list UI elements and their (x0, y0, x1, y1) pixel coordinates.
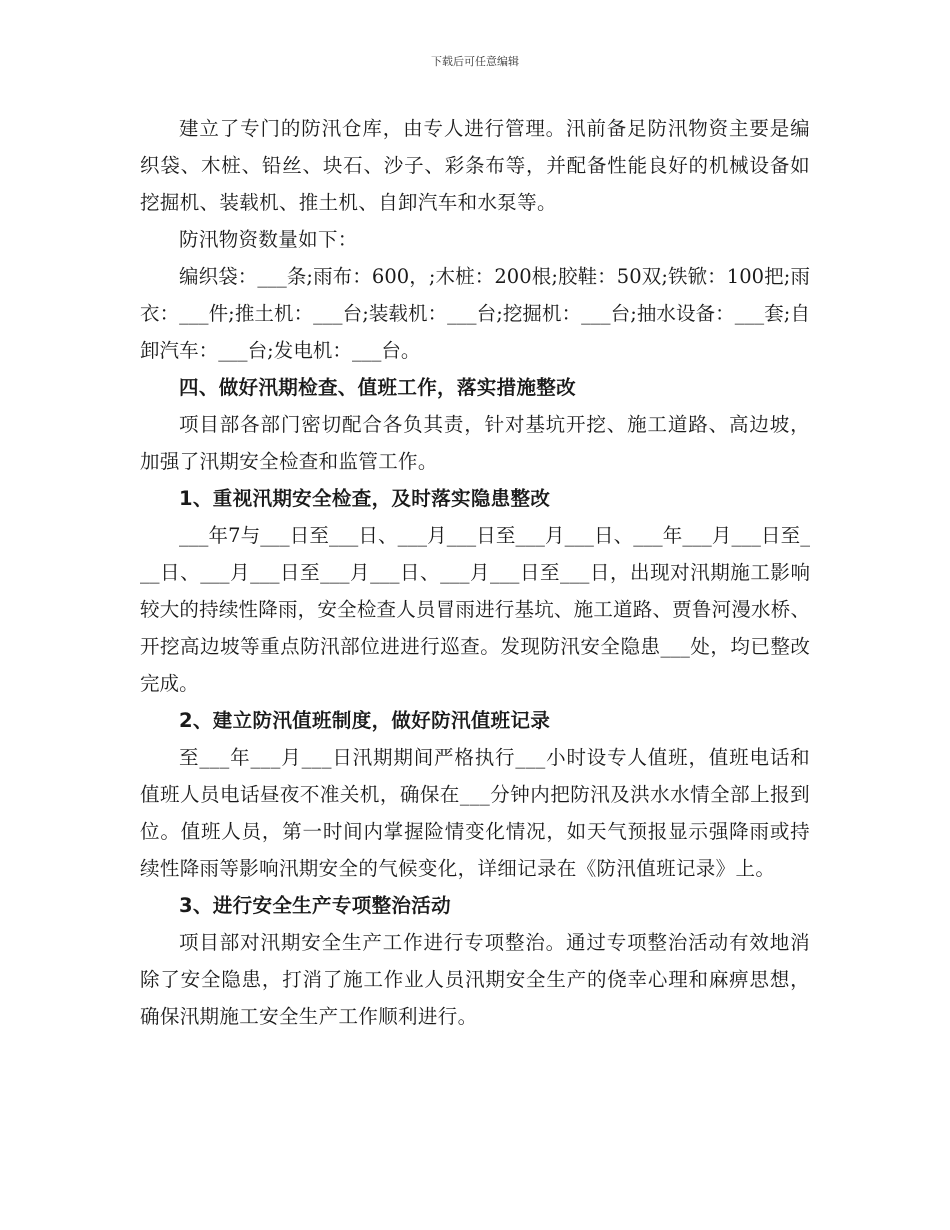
paragraph-rectification: 项目部对汛期安全生产工作进行专项整治。通过专项整治活动有效地消除了安全隐患，打消了施工作业人员汛期安全生产的侥幸心理和麻痹思想，确保汛期施工安全生产工作顺利进行。 (140, 931, 810, 1028)
paragraph-coordination: 项目部各部门密切配合各负其责，针对基坑开挖、施工道路、高边坡，加强了汛期安全检查和监管工作。 (140, 413, 810, 473)
paragraph-warehouse: 建立了专门的防汛仓库，由专人进行管理。汛前备足防汛物资主要是编织袋、木桩、铅丝、块石、沙子、彩条布等，并配备性能良好的机械设备如挖掘机、装载机、推土机、自卸汽车和水泵等。 (140, 117, 810, 214)
paragraph-duty: 至___年___月___日汛期期间严格执行___小时设专人值班，值班电话和值班人员电话昼夜不准关机，确保在___分钟内把防汛及洪水水情全部上报到位。值班人员，第一时间内掌握险情变化情况，如天气预报显示强降雨或持续性降雨等影响汛期安全的气候变化，详细记录在《防汛值班记录》上。 (140, 746, 810, 880)
subheading-1: 1、重视汛期安全检查，及时落实隐患整改 (179, 487, 551, 510)
paragraph-materials-list: 编织袋：___条;雨布：600，;木桩：200根;胶鞋：50双;铁锨：100把;雨衣：___件;推土机：___台;装载机：___台;挖掘机：___台;抽水设备：___套;自卸汽车：___台;发电机：___台。 (140, 265, 810, 362)
document-body (140, 110, 810, 1035)
paragraph-inspection: ___年7与___日至___日、___月___日至___月___日、___年___月___日至___日、___月___日至___月___日、___月___日至___日，出现对汛期施工影响较大的持续性降雨，安全检查人员冒雨进行基坑、施工道路、贾鲁河漫水桥、开挖高边坡等重点防汛部位进进行巡查。发现防汛安全隐患___处，均已整改完成。 (140, 524, 810, 695)
subheading-3: 3、进行安全生产专项整治活动 (179, 894, 451, 917)
paragraph-materials-intro: 防汛物资数量如下： (179, 228, 358, 251)
section-heading-4: 四、做好汛期检查、值班工作，落实措施整改 (179, 376, 577, 399)
subheading-2: 2、建立防汛值班制度，做好防汛值班记录 (179, 709, 551, 732)
page-header-note: 下载后可任意编辑 (431, 55, 519, 68)
